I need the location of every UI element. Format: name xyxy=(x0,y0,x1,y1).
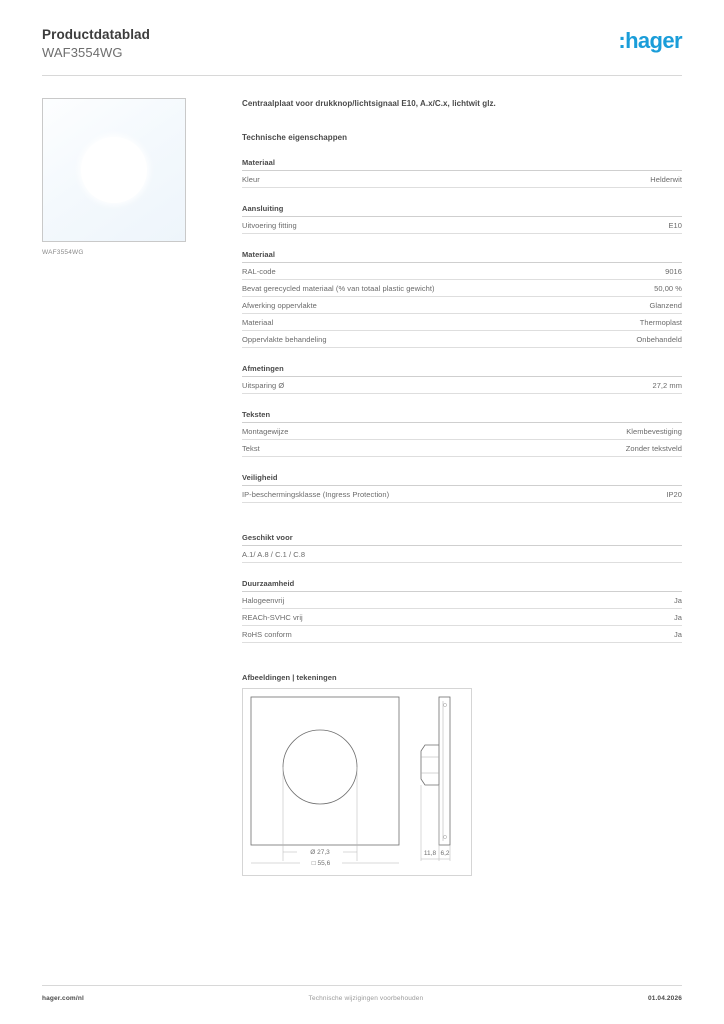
spec-group xyxy=(242,533,682,563)
spec-group xyxy=(242,473,682,503)
spec-row-key: Afwerking oppervlakte xyxy=(242,300,317,310)
spec-row-value: Ja xyxy=(673,629,682,639)
page-header xyxy=(42,0,682,61)
technical-drawing xyxy=(242,688,472,876)
spec-row xyxy=(242,331,682,348)
spec-row-key: Uitsparing Ø xyxy=(242,380,285,390)
spec-row-key: Materiaal xyxy=(242,317,274,327)
product-image-column xyxy=(42,98,212,876)
spec-row-key: Kleur xyxy=(242,174,260,184)
spec-row-key: A.1/ A.8 / C.1 / C.8 xyxy=(242,549,306,559)
side-view-plate xyxy=(439,697,450,845)
spec-row xyxy=(242,626,682,643)
spec-group xyxy=(242,250,682,348)
page-title: Productdatablad xyxy=(42,27,151,42)
spec-row-value: 27,2 mm xyxy=(652,380,682,390)
spec-group xyxy=(242,204,682,234)
spec-group xyxy=(242,579,682,643)
spec-row xyxy=(242,592,682,609)
spec-row-value: IP20 xyxy=(666,489,682,499)
spec-group-heading: Aansluiting xyxy=(242,204,682,217)
footer-disclaimer: Technische wijzigingen voorbehouden xyxy=(308,995,424,1002)
spec-group-heading: Veiligheid xyxy=(242,473,682,486)
spec-group-heading: Afmetingen xyxy=(242,364,682,377)
footer-date: 01.04.2026 xyxy=(647,995,682,1002)
spec-row xyxy=(242,171,682,188)
dim-label-depth: 11,8 xyxy=(423,850,437,858)
spec-row-value: Ja xyxy=(673,595,682,605)
footer-row xyxy=(42,986,682,1002)
spec-row xyxy=(242,263,682,280)
spec-row-key: IP-beschermingsklasse (Ingress Protection) xyxy=(242,489,390,499)
spec-group xyxy=(242,410,682,457)
spec-group xyxy=(242,158,682,188)
spec-group-heading: Teksten xyxy=(242,410,682,423)
technical-properties-title: Technische eigenschappen xyxy=(242,133,348,143)
dim-label-diameter: Ø 27,3 xyxy=(310,849,330,857)
spec-row-value: Thermoplast xyxy=(639,317,682,327)
spec-row xyxy=(242,486,682,503)
spec-row-value: Onbehandeld xyxy=(636,334,682,344)
technical-drawing-svg xyxy=(243,689,471,875)
spec-group-heading: Geschikt voor xyxy=(242,533,682,546)
spec-row-key: Tekst xyxy=(242,443,260,453)
spec-row xyxy=(242,297,682,314)
spec-row-key: Bevat gerecycled materiaal (% van totaal plastic gewicht) xyxy=(242,283,435,293)
spec-row-key: Montagewijze xyxy=(242,426,289,436)
spec-row xyxy=(242,280,682,297)
dim-label-square: □ 55,6 xyxy=(311,860,331,868)
spec-row xyxy=(242,440,682,457)
hager-logo: :hager xyxy=(618,28,682,53)
spec-groups-container xyxy=(242,158,682,643)
product-description: Centraalplaat voor drukknop/lichtsignaal E10, A.x/C.x, lichtwit glz. xyxy=(242,98,496,108)
drawings-section-title: Afbeeldingen | tekeningen xyxy=(242,673,337,683)
spec-row xyxy=(242,377,682,394)
page-content xyxy=(42,76,682,876)
spec-row xyxy=(242,314,682,331)
spec-row-value: Zonder tekstveld xyxy=(625,443,682,453)
spec-row xyxy=(242,423,682,440)
spec-row-key: Oppervlakte behandeling xyxy=(242,334,327,344)
spec-row-value: Helderwit xyxy=(650,174,682,184)
front-view-plate xyxy=(251,697,399,845)
spec-group xyxy=(242,364,682,394)
spec-group-heading: Materiaal xyxy=(242,158,682,171)
specifications-column xyxy=(212,98,682,876)
product-photo-caption: WAF3554WG xyxy=(42,248,84,256)
spec-row-key: Uitvoering fitting xyxy=(242,220,297,230)
plate-cutout-circle xyxy=(81,137,147,203)
spec-row-key: Halogeenvrij xyxy=(242,595,285,605)
spec-row-key: REACh-SVHC vrij xyxy=(242,612,303,622)
footer-website-link[interactable]: hager.com/nl xyxy=(42,995,84,1002)
side-view-mark-top xyxy=(443,704,446,707)
front-view-cutout xyxy=(283,730,357,804)
spec-row xyxy=(242,609,682,626)
page-footer xyxy=(42,985,682,1002)
spec-row-value: 9016 xyxy=(665,266,682,276)
product-code-subtitle: WAF3554WG xyxy=(42,44,123,60)
spec-row-key: RAL-code xyxy=(242,266,276,276)
side-view-mark-bottom xyxy=(443,836,446,839)
spec-row-value: Glanzend xyxy=(649,300,682,310)
spec-group-heading: Materiaal xyxy=(242,250,682,263)
spec-row-value: Klembevestiging xyxy=(626,426,682,436)
spec-row-value: Ja xyxy=(673,612,682,622)
dim-label-front-depth: 6,2 xyxy=(440,850,450,858)
spec-row-key: RoHS conform xyxy=(242,629,292,639)
header-titles xyxy=(42,26,150,61)
spec-row xyxy=(242,217,682,234)
product-photo xyxy=(42,98,186,242)
spec-row-value: E10 xyxy=(668,220,682,230)
spec-row xyxy=(242,546,682,563)
spec-group-heading: Duurzaamheid xyxy=(242,579,682,592)
spec-row-value: 50,00 % xyxy=(654,283,682,293)
side-view-boss xyxy=(421,745,439,785)
